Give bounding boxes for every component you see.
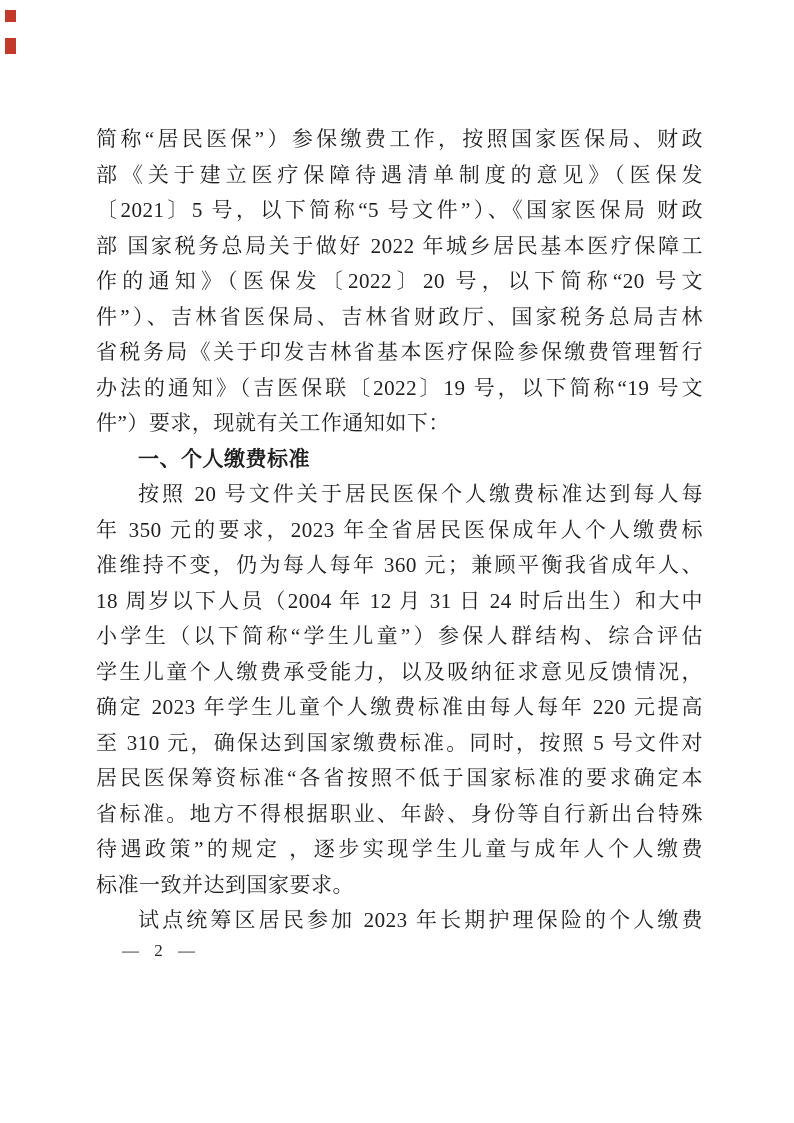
- text-line: 确定 2023 年学生儿童个人缴费标准由每人每年 220 元提高: [96, 695, 703, 719]
- document-body: [96, 122, 703, 939]
- text-line: 作的通知》（医保发〔2022〕20 号，以下简称“20 号文: [96, 269, 703, 293]
- text-line: 简称“居民医保”）参保缴费工作，按照国家医保局、财政: [96, 127, 703, 151]
- text-line: 居民医保筹资标准“各省按照不低于国家标准的要求确定本: [96, 766, 703, 790]
- text-line: 年 350 元的要求，2023 年全省居民医保成年人个人缴费标: [96, 517, 703, 542]
- page-number: — 2 —: [122, 941, 196, 960]
- red-annotation-mark: [5, 38, 16, 54]
- text-line: 省税务局《关于印发吉林省基本医疗保险参保缴费管理暂行: [96, 340, 703, 364]
- text-line: 标准一致并达到国家要求。: [96, 872, 354, 897]
- text-line: 18 周岁以下人员（2004 年 12 月 31 日 24 时后出生）和大中: [96, 588, 703, 613]
- text-line: 准维持不变，仍为每人每年 360 元；兼顾平衡我省成年人、: [96, 553, 703, 577]
- text-line: 省标准。地方不得根据职业、年龄、身份等自行新出台特殊: [96, 801, 703, 826]
- text-line: 〔2021〕5 号，以下简称“5 号文件”）、《国家医保局 财政: [96, 198, 703, 222]
- text-line: 部 国家税务总局关于做好 2022 年城乡居民基本医疗保障工: [96, 233, 703, 258]
- text-line: 件”）要求，现就有关工作通知如下：: [96, 411, 450, 435]
- text-line: 办法的通知》（吉医保联〔2022〕19 号，以下简称“19 号文: [96, 375, 703, 400]
- text-line: 待遇政策”的规定 ，逐步实现学生儿童与成年人个人缴费: [96, 837, 703, 861]
- text-line: 至 310 元，确保达到国家缴费标准。同时，按照 5 号文件对: [96, 730, 703, 755]
- text-line: 小学生（以下简称“学生儿童”）参保人群结构、综合评估: [96, 624, 703, 648]
- text-line: 部《关于建立医疗保障待遇清单制度的意见》（医保发: [96, 162, 703, 187]
- red-annotation-mark: [5, 10, 16, 22]
- section-heading: 一、个人缴费标准: [138, 446, 310, 471]
- text-line: 件”）、吉林省医保局、吉林省财政厅、国家税务总局吉林: [96, 304, 703, 329]
- text-line: 学生儿童个人缴费承受能力，以及吸纳征求意见反馈情况，: [96, 659, 703, 684]
- text-line: 试点统筹区居民参加 2023 年长期护理保险的个人缴费: [138, 908, 703, 932]
- text-line: 按照 20 号文件关于居民医保个人缴费标准达到每人每: [138, 482, 703, 506]
